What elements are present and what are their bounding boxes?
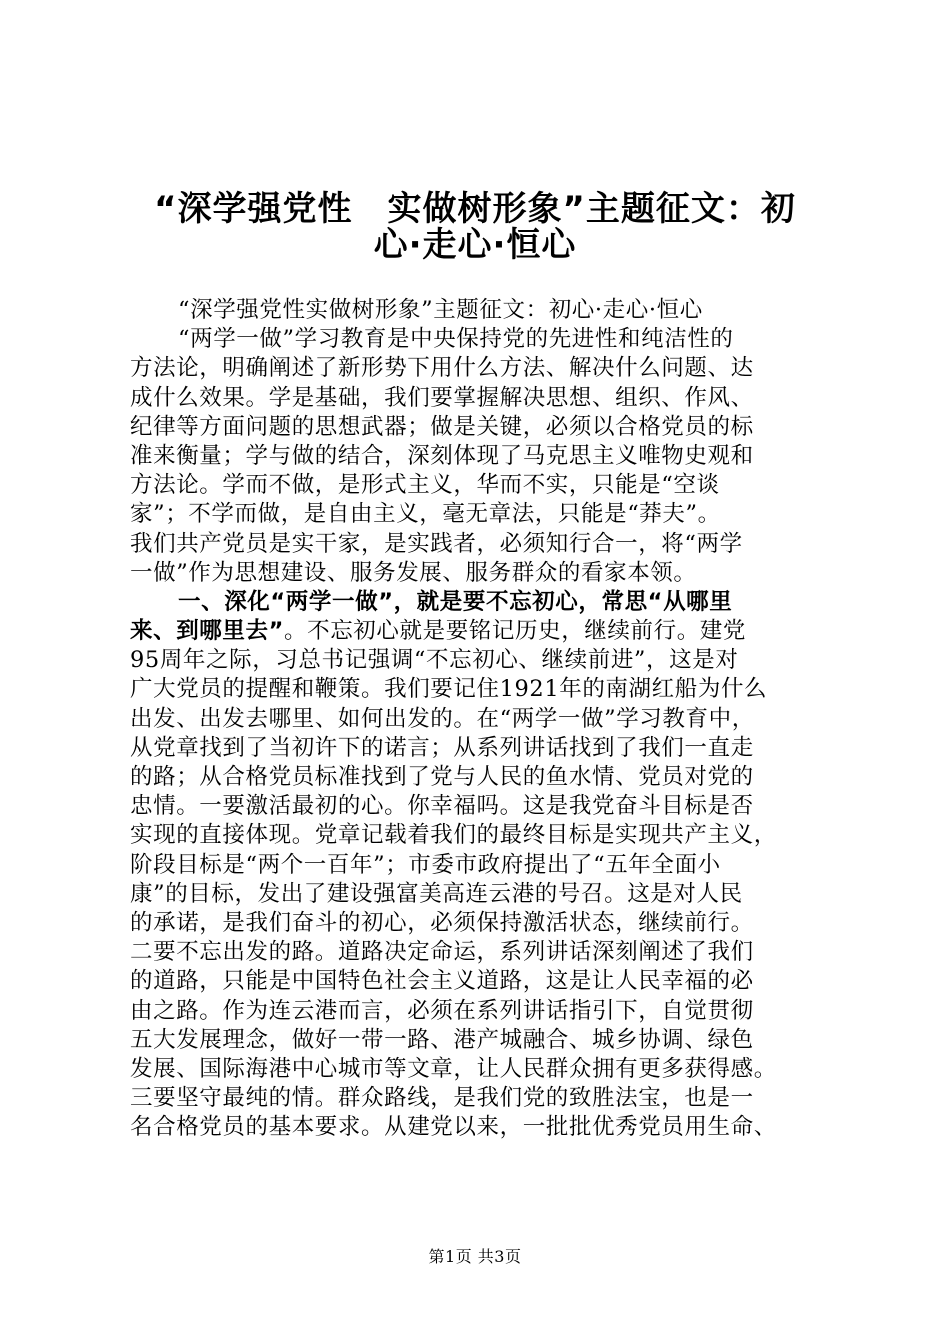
body-line-text: 发展、国际海港中心城市等文章，让人民群众拥有更多获得感。 bbox=[130, 1055, 777, 1082]
body-line bbox=[130, 500, 838, 529]
body-line-text: 。不忘初心就是要铭记历史，继续前行。建党 bbox=[284, 618, 747, 645]
body-line bbox=[130, 1026, 838, 1055]
body-line-text: 五大发展理念，做好一带一路、港产城融合、城乡协调、绿色 bbox=[130, 1026, 754, 1053]
body-line-text: 名合格党员的基本要求。从建党以来，一批批优秀党员用生命、 bbox=[130, 1114, 777, 1141]
body-line-text: 成什么效果。学是基础，我们要掌握解决思想、组织、作风、 bbox=[130, 384, 754, 411]
body-line-text: 我们共产党员是实干家，是实践者，必须知行合一，将“两学 bbox=[130, 530, 743, 557]
body-line-text: 广大党员的提醒和鞭策。我们要记住1921年的南湖红船为什么 bbox=[130, 676, 768, 703]
body-line bbox=[130, 792, 838, 821]
body-line bbox=[130, 442, 838, 471]
document-title-line-2: 心·走心·恒心 bbox=[373, 225, 577, 265]
body-line bbox=[130, 967, 838, 996]
body-line bbox=[130, 325, 838, 354]
body-line-text: 方法论，明确阐述了新形势下用什么方法、解决什么问题、达 bbox=[130, 355, 754, 382]
document-title-line-1: “深学强党性 实做树形象”主题征文：初 bbox=[154, 189, 796, 229]
body-line bbox=[130, 530, 838, 559]
body-line bbox=[130, 588, 838, 617]
body-line bbox=[130, 734, 838, 763]
document-body bbox=[130, 296, 838, 1142]
section-heading-text: 一、深化“两学一做”，就是要不忘初心，常思“从哪里 bbox=[178, 588, 733, 615]
body-line-text: 从党章找到了当初许下的诺言；从系列讲话找到了我们一直走 bbox=[130, 734, 754, 761]
body-line-text: “深学强党性实做树形象”主题征文：初心·走心·恒心 bbox=[178, 297, 703, 323]
body-line-text: “两学一做”学习教育是中央保持党的先进性和纯洁性的 bbox=[178, 326, 734, 353]
body-line-text: 实现的直接体现。党章记载着我们的最终目标是实现共产主义， bbox=[130, 822, 777, 849]
body-line bbox=[130, 851, 838, 880]
body-line-text: 康”的目标，发出了建设强富美高连云港的号召。这是对人民 bbox=[130, 880, 743, 907]
body-line bbox=[130, 1055, 838, 1084]
body-line-text: 准来衡量；学与做的结合，深刻体现了马克思主义唯物史观和 bbox=[130, 442, 754, 469]
body-line-text: 一做”作为思想建设、服务发展、服务群众的看家本领。 bbox=[130, 559, 697, 586]
body-line bbox=[130, 559, 838, 588]
body-line-text: 纪律等方面问题的思想武器；做是关键，必须以合格党员的标 bbox=[130, 413, 754, 440]
body-line bbox=[130, 938, 838, 967]
body-line bbox=[130, 646, 838, 675]
body-line bbox=[130, 1113, 838, 1142]
body-line-text: 家”；不学而做，是自由主义，毫无章法，只能是“莽夫”。 bbox=[130, 501, 721, 528]
body-line bbox=[130, 909, 838, 938]
body-line bbox=[130, 354, 838, 383]
body-line-text: 忠情。一要激活最初的心。你幸福吗。这是我党奋斗目标是否 bbox=[130, 793, 754, 820]
body-line bbox=[130, 384, 838, 413]
section-heading-text: 来、到哪里去” bbox=[130, 618, 284, 645]
body-line bbox=[130, 675, 838, 704]
body-line bbox=[130, 413, 838, 442]
body-line bbox=[130, 880, 838, 909]
body-line bbox=[130, 705, 838, 734]
body-line-text: 出发、出发去哪里、如何出发的。在“两学一做”学习教育中， bbox=[130, 705, 755, 732]
body-line bbox=[130, 471, 838, 500]
body-line-text: 二要不忘出发的路。道路决定命运，系列讲话深刻阐述了我们 bbox=[130, 939, 754, 966]
body-line bbox=[130, 763, 838, 792]
body-line-text: 由之路。作为连云港而言，必须在系列讲话指引下，自觉贯彻 bbox=[130, 997, 754, 1024]
body-line bbox=[130, 1084, 838, 1113]
body-line-text: 方法论。学而不做，是形式主义，华而不实，只能是“空谈 bbox=[130, 472, 720, 499]
body-line bbox=[130, 997, 838, 1026]
body-line-text: 95周年之际，习总书记强调“不忘初心、继续前进”，这是对 bbox=[130, 647, 739, 674]
body-line-text: 阶段目标是“两个一百年”；市委市政府提出了“五年全面小 bbox=[130, 851, 721, 878]
page-footer: 第1页 共3页 bbox=[428, 1247, 522, 1266]
body-line-text: 的道路，只能是中国特色社会主义道路，这是让人民幸福的必 bbox=[130, 968, 754, 995]
body-line-text: 的路；从合格党员标准找到了党与人民的鱼水情、党员对党的 bbox=[130, 764, 754, 790]
body-line-text: 三要坚守最纯的情。群众路线，是我们党的致胜法宝，也是一 bbox=[130, 1085, 754, 1112]
body-line-text: 的承诺，是我们奋斗的初心，必须保持激活状态，继续前行。 bbox=[130, 909, 754, 936]
body-line bbox=[130, 821, 838, 850]
body-line bbox=[130, 296, 838, 325]
body-line bbox=[130, 617, 838, 646]
